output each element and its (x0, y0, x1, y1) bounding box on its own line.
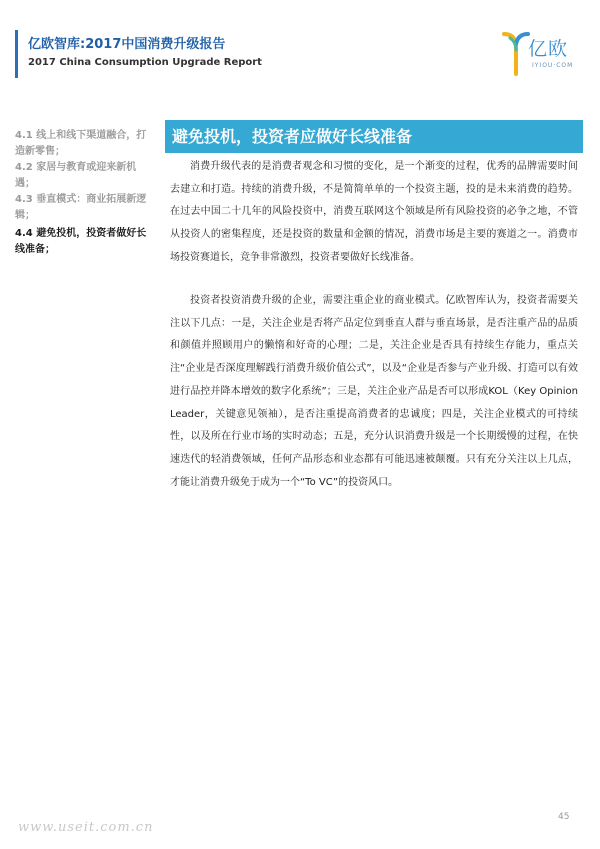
chapter-nav (15, 128, 155, 258)
sidebar-item-4-4[interactable]: 4.4 避免投机，投资者做好长线准备； (15, 228, 147, 255)
report-subtitle: 2017 China Consumption Upgrade Report (28, 57, 262, 68)
sidebar-item-4-1[interactable]: 4.1 线上和线下渠道融合，打造新零售； (15, 130, 147, 157)
header-accent-bar (15, 30, 18, 78)
page-number: 45 (558, 812, 570, 822)
sidebar-item-4-2[interactable]: 4.2 家居与教育或迎来新机遇； (15, 162, 137, 189)
body-paragraph: 消费升级代表的是消费者观念和习惯的变化，是一个渐变的过程，优秀的品牌需要时间去建立和打造。持续的消费升级，不是简简单单的一个投资主题，投的是未来消费的趋势。在过去中国二十几年的风险投资中，消费互联网这个领域是所有风险投资的必争之地，不管从投资人的密集程度，还是投资的数量和金额的情况，消费市场是主要的赛道之一。消费市场投资赛道长，竞争非常激烈，投资者要做好长线准备。 (170, 161, 578, 263)
watermark: www.useit.com.cn (18, 820, 154, 835)
report-title: 亿欧智库:2017中国消费升级报告 (28, 37, 226, 52)
logo-text-en: IYIOU·COM (532, 62, 574, 69)
section-title: 避免投机，投资者应做好长线准备 (172, 127, 413, 146)
sidebar-item-4-3[interactable]: 4.3 垂直模式：商业拓展新逻辑； (15, 194, 147, 221)
logo-text-cn: 亿欧 (528, 38, 569, 60)
body-paragraph: 投资者投资消费升级的企业，需要注重企业的商业模式。亿欧智库认为，投资者需要关注以下几点：一是，关注企业是否将产品定位到垂直人群与垂直场景，是否注重产品的品质和颜值并照顾用户的懒惰和好奇的心理；二是，关注企业是否具有持续生存能力，重点关注“企业是否深度理解践行消费升级价值公式”，以及“企业是否参与产业升级、打造可以有效进行品控并降本增效的数字化系统”；三是，关注企业产品是否可以形成KOL（Key Opinion Leader，关键意见领袖），是否注重提高消费者的忠诚度；四是，关注企业模式的可持续性，以及所在行业市场的实时动态；五是，充分认识消费升级是一个长期缓慢的过程，在快速迭代的轻消费领域，任何产品形态和业态都有可能迅速被颠覆。只有充分关注以上几点，才能让消费升级免于成为一个“To VC”的投资风口。 (170, 295, 578, 488)
